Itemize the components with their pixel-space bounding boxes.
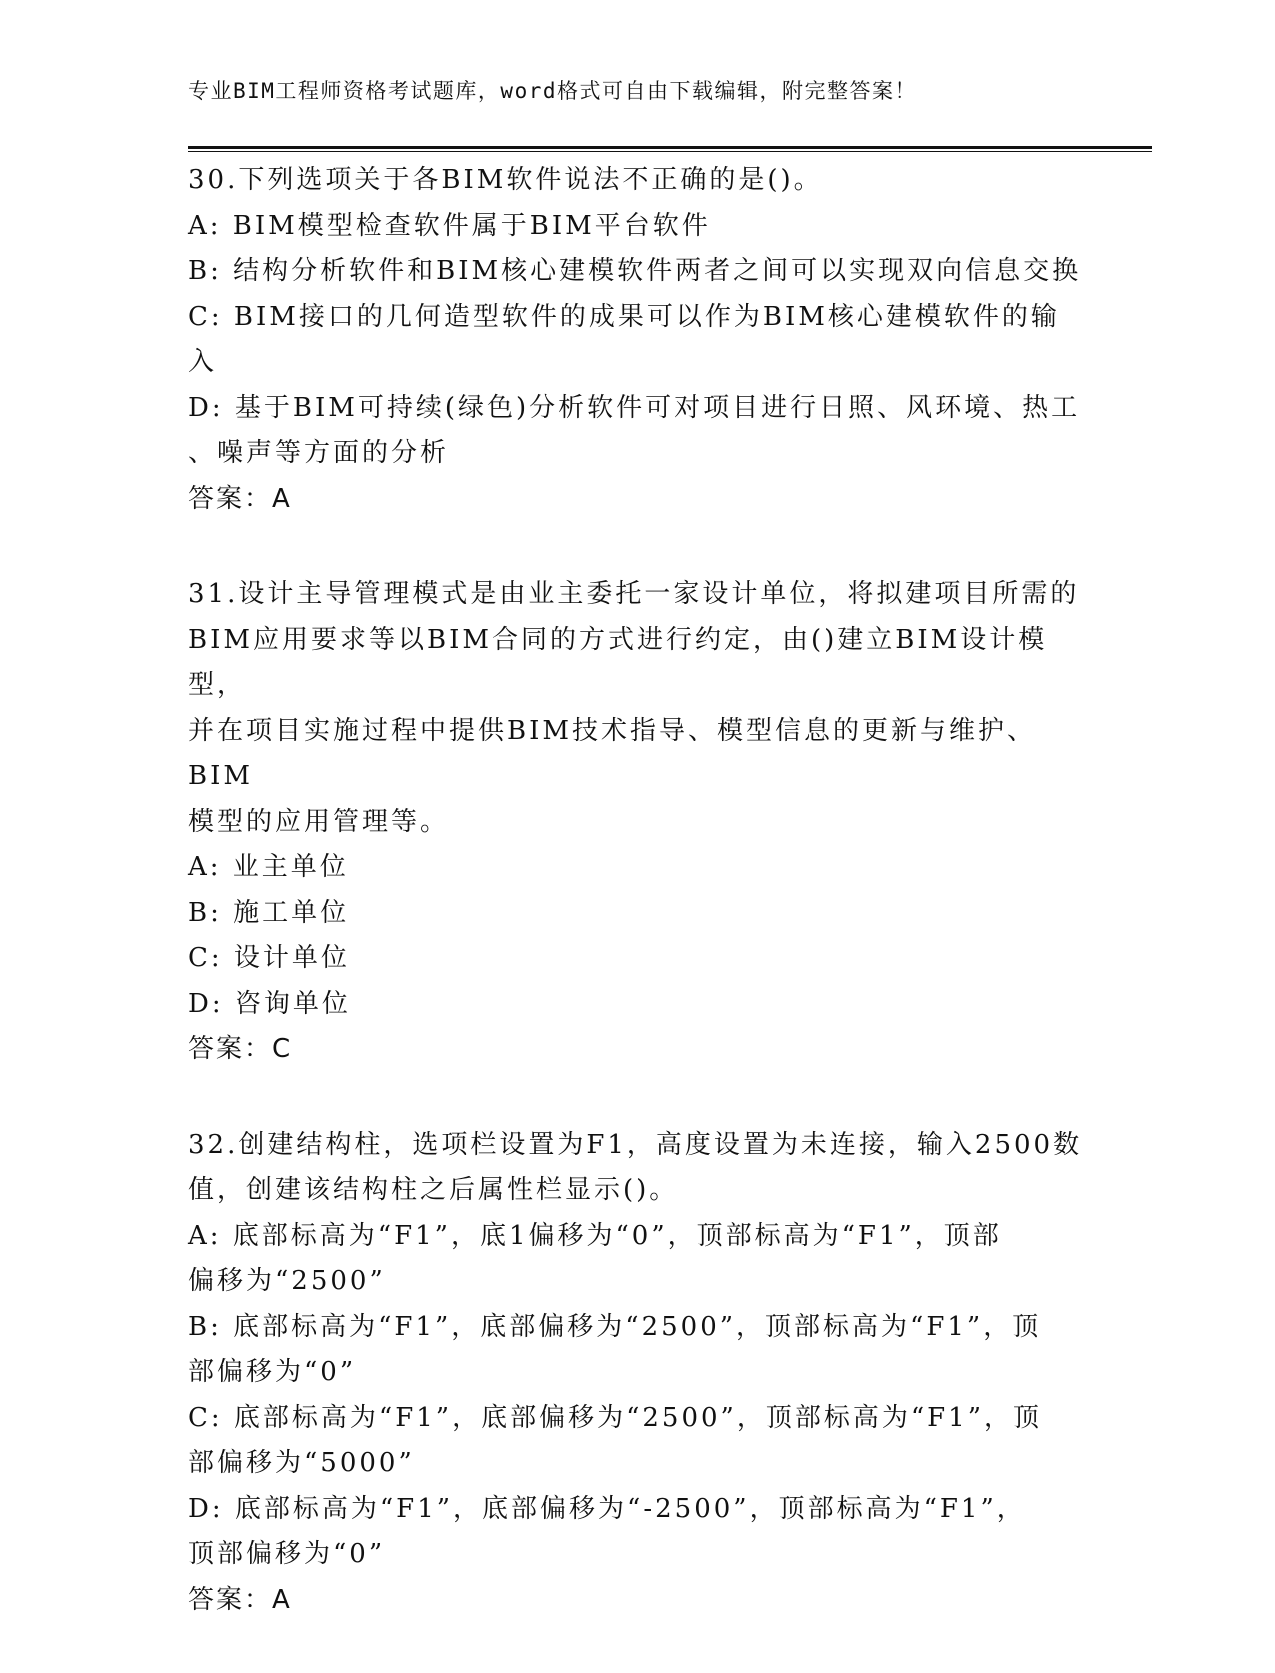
question-30 bbox=[188, 158, 1088, 522]
question-stem: 32.创建结构柱，选项栏设置为F1，高度设置为未连接，输入2500数 bbox=[188, 1129, 1083, 1160]
question-32 bbox=[188, 1123, 1088, 1624]
question-stem: 31.设计主导管理模式是由业主委托一家设计单位，将拟建项目所需的 bbox=[188, 579, 1080, 609]
option-b: B: 施工单位 bbox=[188, 897, 350, 928]
option-d-continued: 、噪声等方面的分析 bbox=[188, 438, 450, 468]
question-stem: 30.下列选项关于各BIM软件说法不正确的是()。 bbox=[188, 165, 823, 195]
option-d-continued: 顶部偏移为“0” bbox=[188, 1539, 386, 1569]
option-c: C: 底部标高为“F1”，底部偏移为“2500”，顶部标高为“F1”，顶 bbox=[188, 1402, 1043, 1433]
question-list bbox=[188, 158, 1088, 1673]
question-stem-continued: 模型的应用管理等。 bbox=[188, 806, 450, 837]
question-31 bbox=[188, 572, 1088, 1073]
option-d: D: 基于BIM可持续(绿色)分析软件可对项目进行日照、风环境、热工 bbox=[188, 392, 1081, 423]
answer-label: 答案：C bbox=[188, 1034, 293, 1064]
header-rule-thin bbox=[188, 151, 1152, 152]
page-header: 专业BIM工程师资格考试题库，word格式可自由下载编辑，附完整答案！ bbox=[188, 79, 917, 103]
option-c: C: BIM接口的几何造型软件的成果可以作为BIM核心建模软件的输入 bbox=[188, 301, 1060, 377]
option-c: C: 设计单位 bbox=[188, 943, 350, 973]
option-d: D: 咨询单位 bbox=[188, 988, 351, 1019]
question-stem-continued: BIM应用要求等以BIM合同的方式进行约定，由()建立BIM设计模型， bbox=[188, 624, 1048, 700]
answer-label: 答案：A bbox=[188, 483, 292, 514]
header-rule bbox=[188, 146, 1152, 149]
option-a: A: BIM模型检查软件属于BIM平台软件 bbox=[188, 210, 711, 241]
option-a-continued: 偏移为“2500” bbox=[188, 1266, 386, 1296]
question-stem-continued: 并在项目实施过程中提供BIM技术指导、模型信息的更新与维护、BIM bbox=[188, 715, 1036, 791]
answer-label: 答案：A bbox=[188, 1584, 292, 1615]
option-b: B: 底部标高为“F1”，底部偏移为“2500”，顶部标高为“F1”，顶 bbox=[188, 1311, 1042, 1342]
option-a: A: 业主单位 bbox=[188, 852, 349, 882]
option-c-continued: 部偏移为“5000” bbox=[188, 1448, 415, 1478]
option-a: A: 底部标高为“F1”，底1偏移为“0”，顶部标高为“F1”，顶部 bbox=[188, 1220, 1002, 1251]
option-b-continued: 部偏移为“0” bbox=[188, 1357, 357, 1387]
option-d: D: 底部标高为“F1”，底部偏移为“-2500”，顶部标高为“F1”， bbox=[188, 1493, 1026, 1524]
question-stem-continued: 值，创建该结构柱之后属性栏显示()。 bbox=[188, 1175, 679, 1205]
option-b: B: 结构分析软件和BIM核心建模软件两者之间可以实现双向信息交换 bbox=[188, 256, 1082, 286]
